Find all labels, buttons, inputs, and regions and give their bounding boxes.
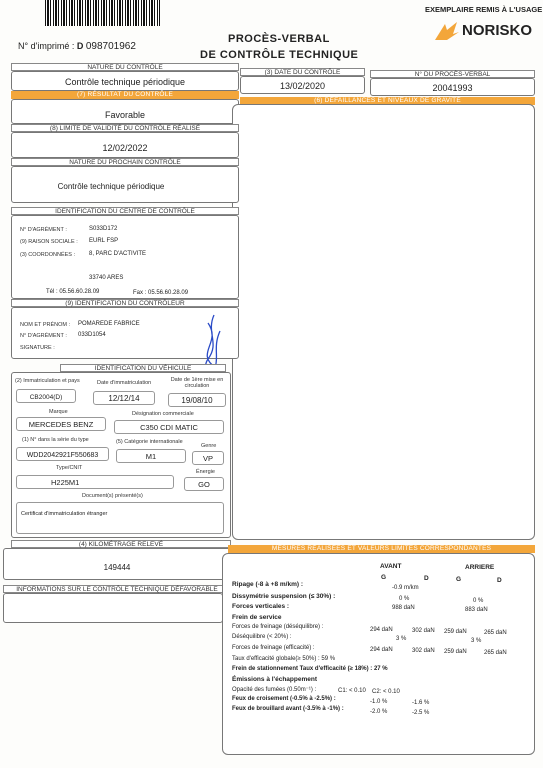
pv-title: N° DU PROCÈS-VERBAL	[370, 70, 535, 78]
cat-label: (5) Catégorie internationale	[116, 439, 183, 445]
center-title: IDENTIFICATION DU CENTRE DE CONTRÔLE	[11, 207, 239, 215]
avant-header: AVANT	[380, 563, 402, 570]
brand-label: Marque	[49, 409, 68, 415]
croisement-g: -1.0 %	[370, 699, 388, 705]
unfavorable-title: INFORMATIONS SUR LE CONTRÔLE TECHNIQUE DÉFAVORABLE	[3, 585, 231, 593]
brouillard-label: Feux de brouillard avant (-3.5% à -1%) :	[232, 706, 344, 712]
genre-value: VP	[202, 454, 213, 463]
result-value: Favorable	[104, 110, 146, 120]
immat-field	[16, 389, 76, 403]
desequ-ar-g: 259 daN	[444, 629, 467, 635]
opacite-c2: C2: < 0.10	[372, 689, 400, 695]
measures-title: MESURES RÉALISÉES ET VALEURS LIMITES CORRESPONDANTES	[228, 545, 535, 553]
validity-value: 12/02/2022	[102, 143, 148, 153]
arriere-d: D	[497, 577, 502, 584]
vehicle-title: IDENTIFICATION DU VÉHICULE	[60, 364, 226, 372]
controller-signature-label: SIGNATURE :	[20, 345, 55, 351]
desequ2-av: 3 %	[396, 636, 407, 642]
controller-title: (9) IDENTIFICATION DU CONTRÔLEUR	[11, 299, 239, 307]
arriere-header: ARRIERE	[465, 564, 495, 571]
cat-field	[116, 449, 186, 463]
immat-value: CB2004(D)	[29, 394, 63, 401]
center-agrement-label: N° D'AGRÉMENT :	[20, 227, 67, 233]
defects-title: (6) DÉFAILLANCES ET NIVEAUX DE GRAVITÉ	[240, 97, 535, 105]
printed-number	[18, 41, 136, 52]
stationnement: Frein de stationnement Taux d'efficacité (≥ 18%) : 27 %	[232, 666, 388, 672]
dissym-ar: 0 %	[473, 598, 484, 604]
center-coord-value: 8, PARC D'ACTIVITE	[89, 251, 147, 257]
printed-number-value: 098701962	[85, 41, 136, 52]
center-raison-value: EURL FSP	[89, 238, 119, 244]
docs-label: Document(s) présenté(s)	[82, 493, 143, 499]
model-field	[114, 420, 224, 434]
mileage-value: 149444	[103, 563, 131, 572]
next-value: Contrôle technique périodique	[57, 182, 165, 191]
vin-value: WDD2042921F550683	[26, 452, 99, 459]
effic-ar-g: 259 daN	[444, 649, 467, 655]
controller-agrement-label: N° D'AGRÉMENT :	[20, 333, 67, 339]
frein-service: Frein de service	[232, 614, 282, 621]
desequ-ar-d: 265 daN	[484, 630, 507, 636]
dissym-av: 0 %	[399, 596, 410, 602]
desequ2-ar: 3 %	[471, 638, 482, 644]
energy-value: GO	[198, 480, 210, 489]
ripage-label-text: Ripage (-8 à +8 m/km) :	[232, 581, 303, 588]
controller-name-label: NOM ET PRÉNOM :	[20, 322, 71, 328]
circ-label: Date de 1ère mise en circulation	[170, 377, 224, 389]
vin-label: (1) N° dans la série du type	[22, 437, 89, 443]
model-label: Désignation commerciale	[132, 411, 194, 417]
controller-agrement-value: 033D1054	[78, 332, 106, 338]
brouillard-g: -2.0 %	[370, 709, 388, 715]
croisement-d: -1.6 %	[412, 700, 430, 706]
brand-field	[16, 417, 106, 431]
title-line2: DE CONTRÔLE TECHNIQUE	[200, 49, 359, 61]
circ-value: 19/08/10	[181, 396, 213, 405]
copy-note: EXEMPLAIRE REMIS À L'USAGE	[425, 5, 543, 14]
controller-name-value: POMAREDE FABRICE	[78, 321, 140, 327]
unfavorable-box	[3, 593, 223, 623]
norisko-logo	[433, 20, 543, 42]
effic-av-g: 294 daN	[370, 647, 393, 653]
pv-value: 20041993	[432, 83, 473, 93]
center-city-value: 33740 ARES	[89, 275, 124, 281]
immat-label: (2) Immatriculation et pays	[15, 378, 80, 384]
brouillard-d: -2.5 %	[412, 710, 430, 716]
first-reg-value: 12/12/14	[108, 394, 140, 403]
circ-field	[168, 393, 226, 407]
center-agrement-value: S033D172	[89, 226, 118, 232]
emissions: Émissions à l'échappement	[232, 676, 317, 683]
arriere-g: G	[456, 576, 462, 583]
date-title: (3) DATE DU CONTRÔLE	[240, 68, 365, 76]
forces-av: 988 daN	[392, 605, 415, 611]
desequ2-label: Déséquilibre (< 20%) :	[232, 634, 292, 640]
cat-value: M1	[145, 452, 157, 461]
type-field	[16, 475, 174, 489]
energy-label: Énergie	[196, 469, 215, 475]
next-title: NATURE DU PROCHAIN CONTRÔLE	[11, 158, 239, 166]
effic-ar-d: 265 daN	[484, 650, 507, 656]
center-fax: Fax : 05.56.60.28.09	[133, 290, 189, 296]
mileage-title: (4) KILOMÉTRAGE RELEVÉ	[11, 540, 231, 548]
ripage-value: -0.9 m/km	[392, 585, 419, 591]
nature-value: Contrôle technique périodique	[64, 77, 186, 87]
center-coord-label: (3) COORDONNÉES :	[20, 252, 76, 258]
center-tel: Tél : 05.56.60.28.09	[46, 289, 100, 295]
taux-label: Taux d'efficacité globale(≥ 50%) : 59 %	[232, 656, 336, 662]
nature-title: NATURE DU CONTRÔLE	[11, 63, 239, 71]
model-value: C350 CDI MATIC	[140, 423, 198, 432]
first-reg-label: Date d'immatriculation	[97, 380, 152, 386]
printed-number-label: N° d'imprimé :	[18, 41, 77, 51]
type-label: Type/CNIT	[56, 465, 83, 471]
effic-av-d: 302 daN	[412, 648, 435, 654]
desequ-label: Forces de freinage (déséquilibre) :	[232, 624, 324, 630]
first-reg-field	[93, 391, 155, 405]
avant-d: D	[424, 575, 429, 582]
result-title: (7) RÉSULTAT DU CONTRÔLE	[11, 91, 239, 99]
type-value: H225M1	[51, 478, 80, 487]
docs-field	[16, 502, 224, 534]
genre-field	[192, 451, 224, 465]
avant-g: G	[381, 574, 387, 581]
genre-label: Genre	[201, 443, 217, 449]
forces-label: Forces verticales :	[232, 603, 290, 610]
ripage-label	[232, 581, 303, 588]
defects-panel	[232, 104, 535, 540]
brand-value: MERCEDES BENZ	[28, 420, 94, 429]
printed-number-letter: D	[76, 41, 84, 51]
date-value: 13/02/2020	[279, 81, 326, 91]
vin-field	[16, 447, 109, 461]
energy-field	[184, 477, 224, 491]
forces-ar: 883 daN	[465, 607, 488, 613]
barcode	[45, 0, 160, 26]
validity-title: (8) LIMITE DE VALIDITÉ DU CONTRÔLE RÉALISÉ	[11, 124, 239, 132]
desequ-av-g: 294 daN	[370, 627, 393, 633]
effic-label: Forces de freinage (efficacité) :	[232, 645, 315, 651]
croisement-label: Feux de croisement (-0.5% à -2.5%) :	[232, 696, 336, 702]
desequ-av-d: 302 daN	[412, 628, 435, 634]
opacite-c1: C1: < 0.10	[338, 688, 366, 694]
docs-value: Certificat d'immatriculation étranger	[21, 511, 108, 517]
brand-name: NORISKO	[462, 22, 533, 39]
opacite-label: Opacité des fumées (0.50m⁻¹) :	[232, 687, 317, 693]
bird-logo-icon	[433, 20, 461, 42]
dissym-label: Dissymétrie suspension (≤ 30%) :	[232, 593, 336, 600]
center-raison-label: (9) RAISON SOCIALE :	[20, 239, 78, 245]
title-line1: PROCÈS-VERBAL	[228, 33, 330, 45]
